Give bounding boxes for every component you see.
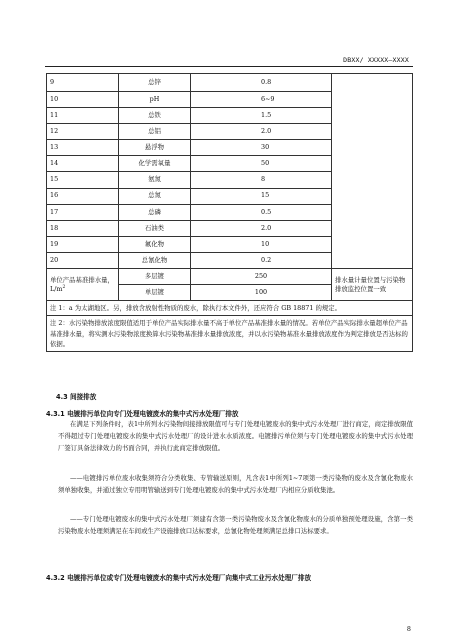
unit-superscript: 2 <box>62 284 66 290</box>
limit-value: 50 <box>191 156 332 172</box>
benchmark-volume: 100 <box>191 285 332 301</box>
row-number: 19 <box>47 236 119 252</box>
row-number: 10 <box>47 92 119 108</box>
limit-value: 2.0 <box>191 220 332 236</box>
row-number: 20 <box>47 252 119 268</box>
pollutant-name: 总铝 <box>119 124 191 140</box>
limit-value: 2.0 <box>191 124 332 140</box>
row-number: 14 <box>47 156 119 172</box>
page-number: 8 <box>406 625 411 633</box>
limit-value: 0.2 <box>191 252 332 268</box>
pollutant-name: 总氰化物 <box>119 252 191 268</box>
plating-type: 单层镀 <box>119 285 191 301</box>
header-rule <box>45 66 413 67</box>
position-column-blank <box>332 74 413 269</box>
pollutant-name: pH <box>119 92 191 108</box>
limit-value: 1.5 <box>191 108 332 124</box>
plating-type: 多层镀 <box>119 269 191 285</box>
table-note-2: 注 2：水污染物排放浓度限值适用于单位产品实际排水量不高于单位产品基准排水量的情况。若单位产品实际排水量超单位产品基准排水量，将实测水污染物浓度换算水污染物基准排水量排放浓度，并以水污染物基准水量排放浓度作为判定排放是否达标的依据。 <box>47 316 413 352</box>
row-number: 16 <box>47 188 119 204</box>
pollutant-name: 总磷 <box>119 204 191 220</box>
section-4-3-1-para-1: 在满足下列条件时，表1中所列水污染物间接排放限值可与专门处理电镀废水的集中式污水处理厂进行商定，商定排放限值不得超过专门处理电镀废水的集中式污水处理厂的设计进水水质浓度。电镀排污单位须与专门处理电镀废水的集中式污水处理厂签订具备法律效力的书面合同，并执行此商定排放限值。 <box>58 420 413 452</box>
position-note: 排水量计量位置与污染物排放监控位置一致 <box>332 269 413 301</box>
row-number: 9 <box>47 74 119 92</box>
emission-limits-table <box>46 73 413 352</box>
table-note-1: 注 1：a 为太湖地区。另，排放含放射性物质的废水，除执行本文件外，还应符合 GB 18871 的规定。 <box>47 301 413 316</box>
benchmark-volume: 250 <box>191 269 332 285</box>
row-number: 13 <box>47 140 119 156</box>
unit-label-cell <box>47 269 119 301</box>
limit-value: 10 <box>191 236 332 252</box>
pollutant-name: 化学需氧量 <box>119 156 191 172</box>
pollutant-name: 悬浮物 <box>119 140 191 156</box>
section-4-3-1-para-3: ——专门处理电镀废水的集中式污水处理厂须建有含第一类污染物废水及含氰化物废水的分质单独预处理设施，含第一类污染物废水处理须满足在车间或生产设施排放口达标要求，总氰化物处理须满足总排口达标要求。 <box>58 515 413 535</box>
pollutant-name: 石油类 <box>119 220 191 236</box>
table-body <box>47 74 413 352</box>
limit-value: 0.5 <box>191 204 332 220</box>
row-number: 18 <box>47 220 119 236</box>
document-code: DBXX/ XXXXX—XXXX <box>343 56 409 64</box>
section-4-3-2-title: 4.3.2 电镀排污单位或专门处理电镀废水的集中式污水处理厂向集中式工业污水处理厂排放 <box>46 574 312 582</box>
row-number: 15 <box>47 172 119 188</box>
unit-label: 单位产品基准排水量，L/m <box>50 275 114 293</box>
row-number: 17 <box>47 204 119 220</box>
limit-value: 6~9 <box>191 92 332 108</box>
limit-value: 15 <box>191 188 332 204</box>
limit-value: 0.8 <box>191 74 332 92</box>
row-number: 12 <box>47 124 119 140</box>
table-note-row <box>47 316 413 352</box>
pollutant-name: 氟化物 <box>119 236 191 252</box>
pollutant-name: 总氮 <box>119 188 191 204</box>
row-number: 11 <box>47 108 119 124</box>
section-4-3-1-title: 4.3.1 电镀排污单位向专门处理电镀废水的集中式污水处理厂排放 <box>46 410 239 418</box>
table-row <box>47 74 413 92</box>
table-row-multi-layer <box>47 269 413 285</box>
limit-value: 8 <box>191 172 332 188</box>
section-4-3-1-para-2: ——电镀排污单位废水收集须符合分类收集、专管输送原则，凡含表1中所列1~7项第一类污染物的废水及含氰化物废水须单独收集，并通过独立专用明管输送到专门处理电镀废水的集中式污水处理厂内相应分质收集池。 <box>58 474 413 494</box>
section-4-3-title: 4.3 间接排放 <box>56 393 97 401</box>
pollutant-name: 总铁 <box>119 108 191 124</box>
pollutant-name: 氨氮 <box>119 172 191 188</box>
limit-value: 30 <box>191 140 332 156</box>
pollutant-name: 总锌 <box>119 74 191 92</box>
table-note-row <box>47 301 413 316</box>
